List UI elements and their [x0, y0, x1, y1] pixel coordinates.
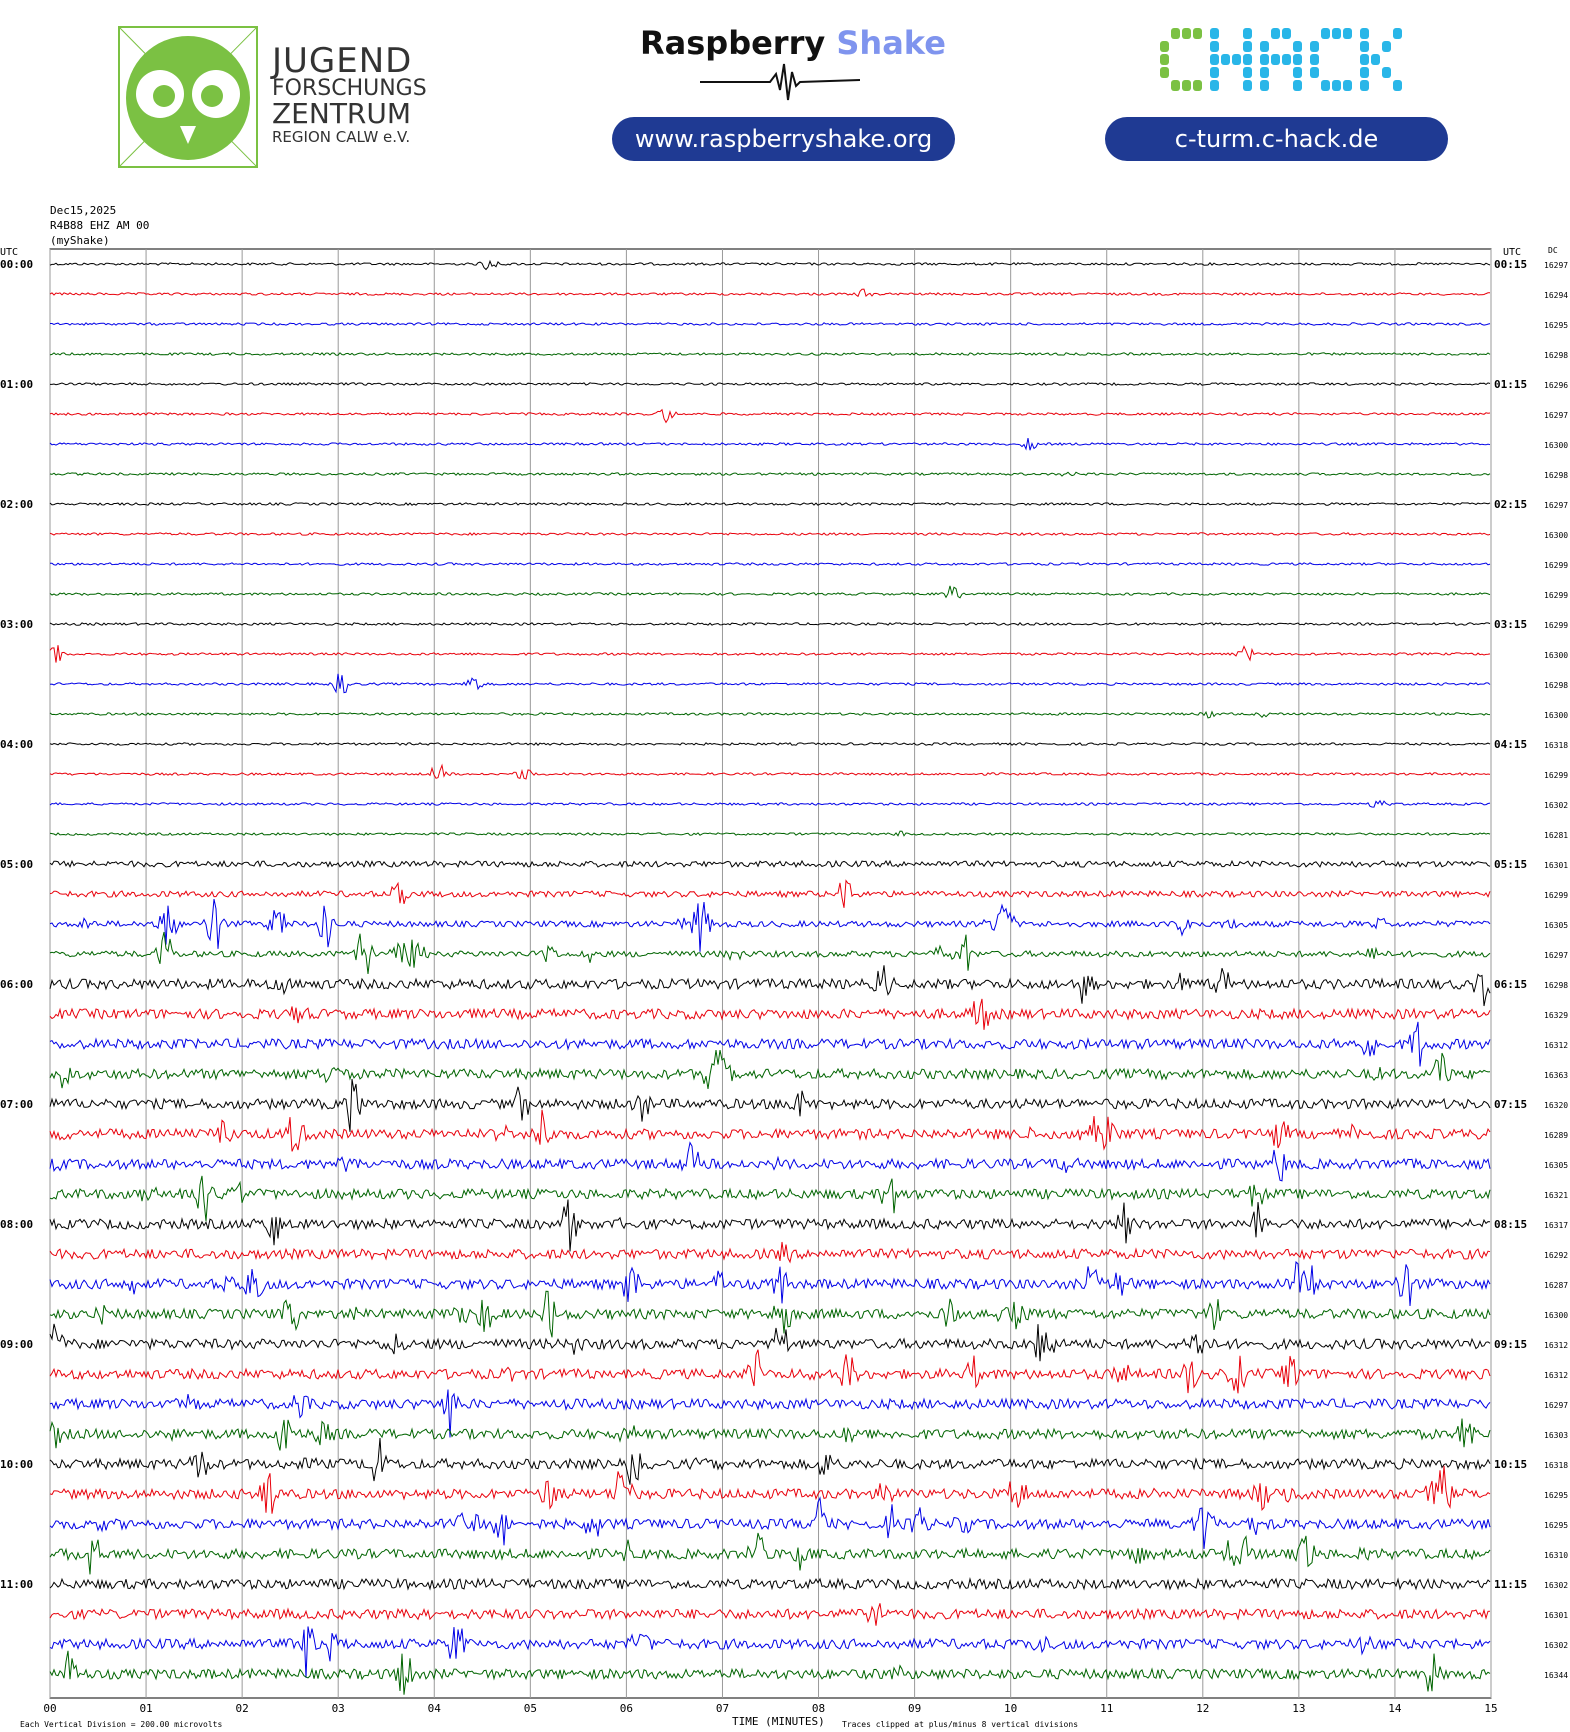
rs-title-a: Raspberry [640, 24, 826, 62]
x-tick-label: 01 [139, 1702, 153, 1715]
chack-url[interactable]: c-turm.c-hack.de [1105, 117, 1448, 161]
dc-offset-label: 16320 [1544, 1101, 1569, 1110]
dc-offset-label: 16299 [1544, 621, 1569, 630]
trace-line [50, 1627, 1490, 1678]
chack-pixel [1210, 80, 1219, 91]
trace-line [50, 1022, 1490, 1067]
dc-offset-label: 16292 [1544, 1251, 1569, 1260]
jfz-wordmark [272, 41, 427, 146]
seismic-wave-icon [700, 60, 860, 104]
trace-line [50, 472, 1490, 476]
x-tick-label: 04 [427, 1702, 441, 1715]
chack-pixel [1382, 41, 1391, 52]
x-tick-label: 12 [1196, 1702, 1210, 1715]
chack-pixel [1332, 28, 1341, 39]
right-time-label: 09:15 [1494, 1338, 1528, 1351]
chack-logo-icon [1160, 28, 1410, 98]
dc-label: DC [1548, 246, 1558, 255]
chack-pixel [1193, 80, 1202, 91]
right-time-label: 11:15 [1494, 1578, 1528, 1591]
dc-offset-label: 16296 [1544, 381, 1569, 390]
left-time-label: 07:00 [0, 1098, 34, 1111]
right-time-label: 07:15 [1494, 1098, 1528, 1111]
trace-line [50, 1262, 1490, 1306]
right-time-label: 10:15 [1494, 1458, 1528, 1471]
trace-line [50, 1651, 1490, 1695]
chack-pixel [1332, 80, 1341, 91]
left-time-label: 10:00 [0, 1458, 34, 1471]
chack-pixel [1343, 28, 1352, 39]
left-time-label: 05:00 [0, 858, 34, 871]
trace-line [50, 1438, 1490, 1485]
trace-line [50, 383, 1490, 385]
chack-pixel [1360, 41, 1369, 52]
dc-offset-label: 16321 [1544, 1191, 1569, 1200]
dc-offset-label: 16300 [1544, 531, 1569, 540]
chack-pixel [1260, 54, 1269, 65]
right-time-label: 00:15 [1494, 258, 1528, 271]
chack-pixel [1393, 28, 1402, 39]
dc-offset-label: 16300 [1544, 651, 1569, 660]
dc-offset-label: 16297 [1544, 411, 1569, 420]
trace-line [50, 1350, 1490, 1394]
trace-line [50, 1603, 1490, 1625]
dc-offset-label: 16318 [1544, 741, 1569, 750]
trace-line [50, 1176, 1490, 1221]
header [0, 0, 1570, 200]
dc-offset-label: 16294 [1544, 291, 1569, 300]
dc-offset-label: 16287 [1544, 1281, 1569, 1290]
trace-line [50, 743, 1490, 745]
meta-source: (myShake) [50, 234, 110, 247]
left-time-label: 08:00 [0, 1218, 34, 1231]
dc-offset-label: 16312 [1544, 1341, 1569, 1350]
jfz-line1: JUGEND [272, 41, 413, 81]
dc-offset-label: 16281 [1544, 831, 1569, 840]
dc-offset-label: 16299 [1544, 591, 1569, 600]
trace-line [50, 1050, 1490, 1089]
chack-pixel [1210, 41, 1219, 52]
chack-pixel [1271, 28, 1280, 39]
chack-pixel [1293, 54, 1302, 65]
trace-line [50, 999, 1490, 1030]
chack-pixel [1343, 80, 1352, 91]
chack-pixel [1182, 28, 1191, 39]
dc-offset-label: 16305 [1544, 921, 1569, 930]
dc-offset-label: 16299 [1544, 891, 1569, 900]
trace-line [50, 1242, 1490, 1262]
chack-pixel [1282, 28, 1291, 39]
chack-pixel [1210, 67, 1219, 78]
footer-right: Traces clipped at plus/minus 8 vertical divisions [842, 1720, 1079, 1729]
dc-offset-label: 16318 [1544, 1461, 1569, 1470]
chack-pixel [1243, 80, 1252, 91]
trace-line [50, 932, 1490, 974]
trace-line [50, 1110, 1490, 1152]
x-tick-label: 00 [43, 1702, 57, 1715]
right-time-label: 05:15 [1494, 858, 1528, 871]
chack-pixel [1243, 54, 1252, 65]
dc-offset-label: 16298 [1544, 981, 1569, 990]
x-tick-label: 09 [907, 1702, 922, 1715]
dc-offset-label: 16289 [1544, 1131, 1569, 1140]
right-time-label: 03:15 [1494, 618, 1528, 631]
dc-offset-label: 16298 [1544, 681, 1569, 690]
right-time-label: 02:15 [1494, 498, 1528, 511]
x-tick-label: 15 [1484, 1702, 1498, 1715]
chack-pixel [1382, 67, 1391, 78]
x-tick-label: 11 [1100, 1702, 1114, 1715]
jfz-line4: REGION CALW e.V. [272, 128, 411, 146]
trace-line [50, 586, 1490, 598]
trace-line [50, 261, 1490, 269]
dc-offset-label: 16300 [1544, 441, 1569, 450]
dc-offset-label: 16300 [1544, 1311, 1569, 1320]
chack-pixel [1360, 28, 1369, 39]
chack-pixel [1160, 67, 1169, 78]
trace-line [50, 533, 1490, 535]
x-tick-label: 05 [523, 1702, 537, 1715]
dc-offset-label: 16295 [1544, 1521, 1569, 1530]
trace-line [50, 765, 1490, 779]
trace-line [50, 410, 1490, 423]
trace-line [50, 323, 1490, 325]
dc-offset-label: 16297 [1544, 501, 1569, 510]
dc-offset-label: 16297 [1544, 261, 1569, 270]
trace-line [50, 881, 1490, 908]
left-time-label: 06:00 [0, 978, 34, 991]
trace-line [50, 1143, 1490, 1181]
dc-offset-label: 16297 [1544, 951, 1569, 960]
chack-pixel [1310, 41, 1319, 52]
chack-pixel [1360, 54, 1369, 65]
left-time-label: 03:00 [0, 618, 34, 631]
x-tick-label: 14 [1388, 1702, 1402, 1715]
chack-pixel [1171, 28, 1180, 39]
dc-offset-label: 16317 [1544, 1221, 1569, 1230]
left-time-label: 04:00 [0, 738, 34, 751]
dc-offset-label: 16302 [1544, 1581, 1569, 1590]
owl-logo-icon [118, 26, 258, 168]
x-tick-label: 06 [619, 1702, 634, 1715]
trace-line [50, 674, 1490, 693]
chack-pixel [1271, 54, 1280, 65]
footer-left: Each Vertical Division = 200.00 microvolts [20, 1720, 223, 1729]
dc-offset-label: 16363 [1544, 1071, 1569, 1080]
trace-line [50, 623, 1490, 625]
chack-pixel [1210, 54, 1219, 65]
left-time-label: 00:00 [0, 258, 34, 271]
dc-offset-label: 16300 [1544, 711, 1569, 720]
chack-pixel [1310, 54, 1319, 65]
x-axis-label: TIME (MINUTES) [732, 1715, 825, 1728]
chack-pixel [1193, 28, 1202, 39]
jfz-line2: FORSCHUNGS [272, 76, 427, 101]
trace-line [50, 1533, 1490, 1574]
chack-pixel [1243, 67, 1252, 78]
rs-title-b: Shake [836, 24, 946, 62]
left-time-label: 09:00 [0, 1338, 34, 1351]
chack-pixel [1182, 80, 1191, 91]
chack-pixel [1360, 80, 1369, 91]
trace-line [50, 289, 1490, 296]
dc-offset-label: 16329 [1544, 1011, 1569, 1020]
trace-line [50, 1324, 1490, 1361]
trace-line [50, 1200, 1490, 1252]
chack-pixel [1232, 54, 1241, 65]
dc-offset-label: 16299 [1544, 771, 1569, 780]
chack-pixel [1221, 54, 1230, 65]
meta-station: R4B88 EHZ AM 00 [50, 219, 150, 232]
right-time-label: 04:15 [1494, 738, 1528, 751]
chack-pixel [1243, 41, 1252, 52]
chack-pixel [1243, 28, 1252, 39]
dc-offset-label: 16299 [1544, 561, 1569, 570]
trace-line [50, 712, 1490, 718]
raspberryshake-url[interactable]: www.raspberryshake.org [612, 117, 955, 161]
trace-line [50, 1466, 1490, 1514]
dc-offset-label: 16305 [1544, 1161, 1569, 1170]
dc-offset-label: 16301 [1544, 1611, 1569, 1620]
jfz-line3: ZENTRUM [272, 97, 412, 130]
chack-pixel [1371, 54, 1380, 65]
right-time-label: 01:15 [1494, 378, 1528, 391]
trace-line [50, 645, 1490, 662]
chack-pixel [1393, 80, 1402, 91]
chack-pixel [1293, 41, 1302, 52]
chack-pixel [1293, 67, 1302, 78]
dc-offset-label: 16344 [1544, 1671, 1569, 1680]
right-time-label: 06:15 [1494, 978, 1528, 991]
plot-frame [50, 249, 1491, 1698]
right-axis-label: UTC [1503, 247, 1522, 258]
left-time-label: 02:00 [0, 498, 34, 511]
dc-offset-label: 16303 [1544, 1431, 1569, 1440]
dc-offset-label: 16310 [1544, 1551, 1569, 1560]
trace-line [50, 1419, 1490, 1451]
chack-pixel [1321, 28, 1330, 39]
trace-line [50, 503, 1490, 505]
chack-pixel [1160, 54, 1169, 65]
trace-line [50, 965, 1490, 1006]
x-tick-label: 08 [811, 1702, 826, 1715]
dc-offset-label: 16297 [1544, 1401, 1569, 1410]
dc-offset-label: 16302 [1544, 801, 1569, 810]
dc-offset-label: 16298 [1544, 351, 1569, 360]
dc-offset-label: 16312 [1544, 1371, 1569, 1380]
raspberry-shake-logo [640, 24, 946, 62]
chack-pixel [1260, 41, 1269, 52]
meta-date: Dec15,2025 [50, 204, 117, 217]
chack-pixel [1210, 28, 1219, 39]
helicorder-plot [0, 240, 1570, 1732]
dc-offset-label: 16298 [1544, 471, 1569, 480]
chack-pixel [1321, 80, 1330, 91]
trace-line [50, 563, 1490, 565]
left-time-label: 11:00 [0, 1578, 34, 1591]
trace-line [50, 801, 1490, 807]
chack-pixel [1293, 80, 1302, 91]
left-time-label: 01:00 [0, 378, 34, 391]
x-tick-label: 13 [1292, 1702, 1306, 1715]
trace-line [50, 899, 1490, 952]
x-tick-label: 03 [331, 1702, 345, 1715]
trace-line [50, 353, 1490, 355]
chack-pixel [1360, 67, 1369, 78]
trace-line [50, 1079, 1490, 1132]
trace-line [50, 831, 1490, 836]
x-tick-label: 10 [1004, 1702, 1018, 1715]
trace-line [50, 1390, 1490, 1438]
left-axis-label: UTC [0, 247, 19, 258]
dc-offset-label: 16302 [1544, 1641, 1569, 1650]
x-tick-label: 02 [235, 1702, 249, 1715]
chack-pixel [1160, 41, 1169, 52]
dc-offset-label: 16295 [1544, 1491, 1569, 1500]
trace-line [50, 1291, 1490, 1337]
dc-offset-label: 16295 [1544, 321, 1569, 330]
chack-pixel [1282, 54, 1291, 65]
dc-offset-label: 16301 [1544, 861, 1569, 870]
dc-offset-label: 16312 [1544, 1041, 1569, 1050]
trace-line [50, 438, 1490, 450]
chack-pixel [1260, 67, 1269, 78]
chack-pixel [1310, 67, 1319, 78]
chack-pixel [1260, 80, 1269, 91]
chack-pixel [1171, 80, 1180, 91]
trace-line [50, 1579, 1490, 1589]
x-tick-label: 07 [715, 1702, 730, 1715]
right-time-label: 08:15 [1494, 1218, 1528, 1231]
trace-line [50, 861, 1490, 867]
